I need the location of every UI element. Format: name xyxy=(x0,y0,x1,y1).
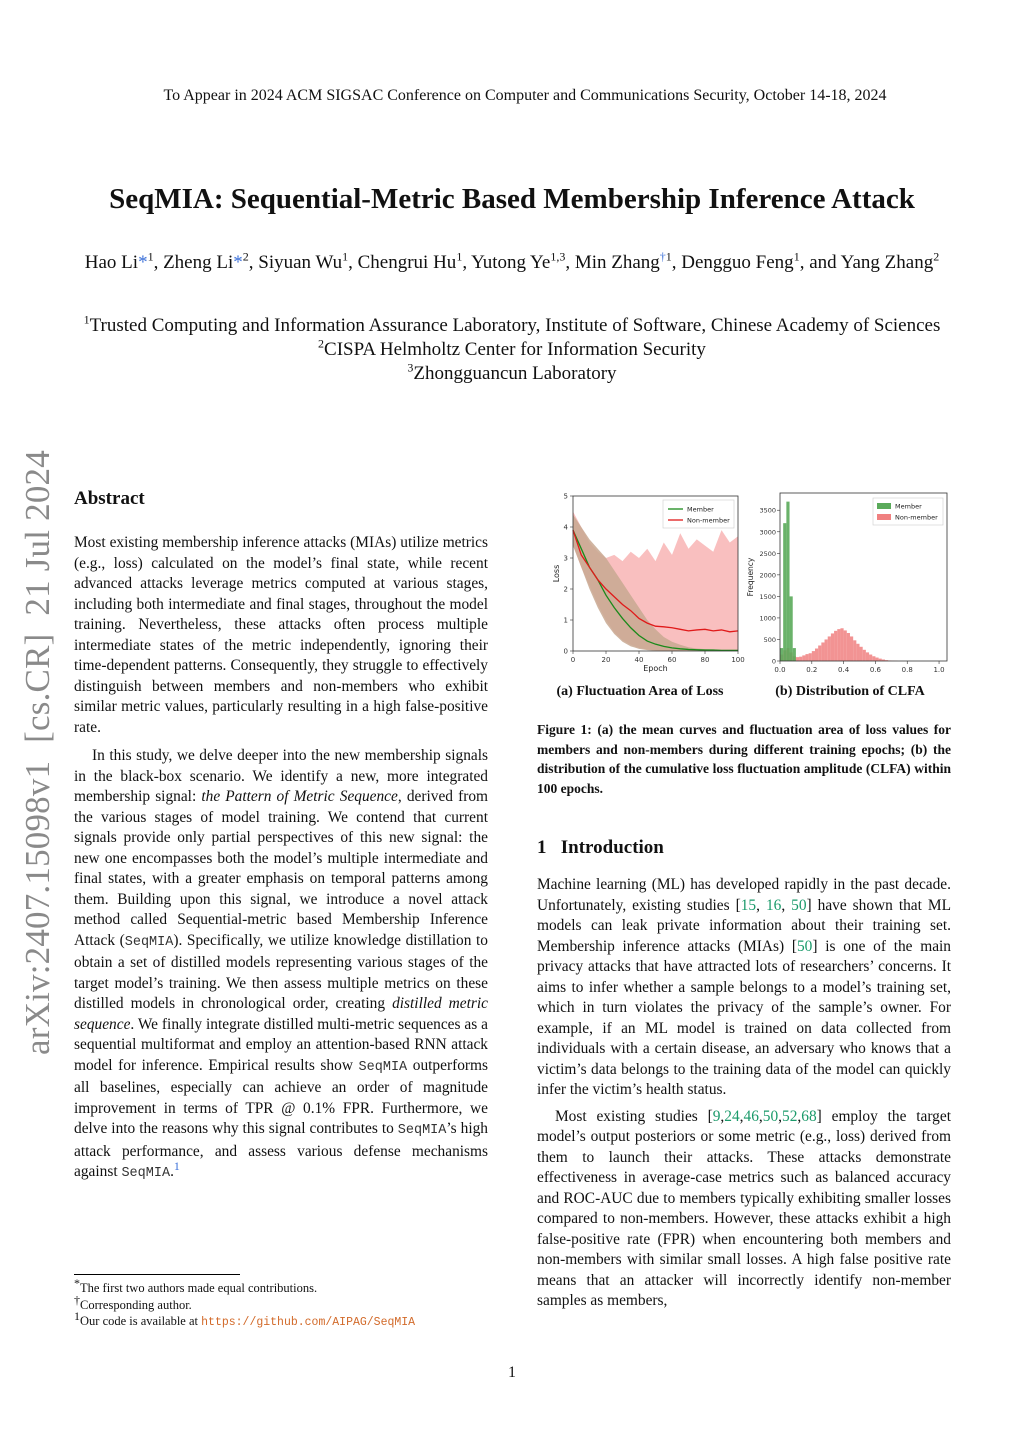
nonmember-bar xyxy=(875,658,878,661)
x-tick-label: 20 xyxy=(601,656,611,664)
clfa-chart xyxy=(745,488,950,673)
x-axis-label: Epoch xyxy=(643,664,668,673)
nonmember-bar xyxy=(863,650,866,661)
x-tick-label: 80 xyxy=(700,656,710,664)
author: Zheng Li xyxy=(163,252,234,273)
y-tick-label: 500 xyxy=(763,635,776,644)
author: Yang Zhang xyxy=(840,252,934,273)
intro-paragraph: Most existing studies [9,24,46,50,52,68] employ the target model’s output posteriors or some metric (e.g., loss) derived from them to launch their attacks. These attacks demonstrate effectiveness in average-case metrics such as balanced accuracy and ROC-AUC due to members typically exhibiting smaller losses compared to non-members. However, these attacks exhibit a high false-positive rate (FPR) when encountering both members and non-members with similar small losses. A high false positive rate means that an attacker will incorrectly identify non-member samples as members, xyxy=(537,1107,951,1309)
y-tick-label: 3000 xyxy=(759,528,776,537)
citation[interactable]: 16 xyxy=(765,896,782,914)
nonmember-bar xyxy=(872,656,875,661)
author: Min Zhang xyxy=(574,252,660,273)
citation[interactable]: 50 xyxy=(796,937,813,955)
introduction-body xyxy=(537,875,951,1312)
citation[interactable]: 52 xyxy=(782,1107,798,1125)
legend-label-nonmember: Non-member xyxy=(895,513,938,522)
figure-caption: Figure 1: (a) the mean curves and fluctuation area of loss values for members and non-members during different training epochs; (b) the distribution of the cumulative loss fluctuation amplitude (CLFA) within 100 epochs. xyxy=(537,722,951,796)
citation[interactable]: 24 xyxy=(724,1107,740,1125)
y-tick-label: 3500 xyxy=(759,506,776,515)
nonmember-bar xyxy=(828,636,831,661)
abstract-paragraph: In this study, we delve deeper into the new membership signals in the black-box scenario. We identify a new, more integrated membership signal: the Pattern of Metric Sequence, derived from the various stages of model training. We contend that current signals provide only partial perspectives of this new signal: the new one encompasses both the model’s multiple intermediate and final states, with a greater emphasis on temporal patterns among them. Building upon this signal, we introduce a novel attack method called Sequential-metric based Membership Inference Attack (SeqMIA). Specifically, we utilize knowledge distillation to obtain a set of distilled models representing various stages of the target model’s training. We then assess multiple metrics on these distilled models in chronological order, creating distilled metric sequence. We finally integrate distilled multi-metric sequences as a sequential multiformat and employ an attention-based RNN attack model for inference. Empirical results show SeqMIA outperforms all baselines, especially can achieve an order of magnitude improvement in terms of TPR @ 0.1% FPR. Furthermore, we delve into the reasons why this signal contributes to SeqMIA’s high attack performance, and assess various defense mechanisms against SeqMIA.$^1$ xyxy=(74,747,488,1181)
x-tick-label: 0.2 xyxy=(806,666,818,673)
member-bar xyxy=(790,596,793,661)
y-axis-label: Loss xyxy=(552,564,561,583)
affiliation: $^1$Trusted Computing and Information Assurance Laboratory, Institute of Software, Chinese Academy of Sciences xyxy=(83,312,941,336)
intro-paragraph: Machine learning (ML) has developed rapidly in the past decade. Unfortunately, existing studies [15, 16, 50] have shown that ML models can leak private information about their training set. Membership inference attacks (MIAs) [50] is one of the main privacy attacks that have attracted lots of researchers’ concerns. It aims to infer whether a sample belongs to a model’s training set, which in turn violates the privacy of the sample’s owner. For example, if an ML model is trained on data collected from individuals with a certain disease, an adversary who knows that a victim’s data belongs to the training data of the model can quickly infer the victim’s health status. xyxy=(537,876,951,1098)
citation[interactable]: 68 xyxy=(801,1107,817,1125)
nonmember-bar xyxy=(809,653,812,661)
code-link[interactable]: https://github.com/AIPAG/SeqMIA xyxy=(201,1316,416,1329)
nonmember-bar xyxy=(834,631,837,661)
arxiv-stamp: arXiv:2407.15098v1 [cs.CR] 21 Jul 2024 xyxy=(18,450,57,1055)
x-tick-label: 0.0 xyxy=(774,666,786,673)
legend-swatch-nonmember xyxy=(877,514,891,520)
paper-title: SeqMIA: Sequential-Metric Based Membership Inference Attack xyxy=(109,183,915,215)
x-tick-label: 100 xyxy=(731,656,745,664)
y-tick-label: 2 xyxy=(563,585,568,594)
footnote-rule xyxy=(74,1274,240,1275)
member-bar xyxy=(786,502,789,661)
author: Yutong Ye xyxy=(471,252,551,273)
y-tick-label: 2000 xyxy=(759,571,776,580)
venue-line: To Appear in 2024 ACM SIGSAC Conference on Computer and Communications Security, October 14-18, 2024 xyxy=(163,87,887,104)
x-tick-label: 1.0 xyxy=(933,666,945,673)
member-bar xyxy=(793,648,796,661)
x-tick-label: 0.4 xyxy=(838,666,850,673)
y-tick-label: 1500 xyxy=(759,592,776,601)
nonmember-bar xyxy=(866,652,869,661)
nonmember-bar xyxy=(818,645,821,661)
y-tick-label: 1 xyxy=(563,616,568,625)
author: Hao Li xyxy=(84,252,139,273)
citation[interactable]: 50 xyxy=(762,1107,779,1125)
legend-label-member: Member xyxy=(895,502,922,511)
nonmember-bar xyxy=(844,630,847,661)
y-tick-label: 4 xyxy=(563,523,568,532)
author-list: Hao Li*$^1$, Zheng Li*$^2$, Siyuan Wu$^1$, Chengrui Hu$^1$, Yutong Ye$^{1,3}$, Min Zhang$^{\dagger 1}$, Dengguo Feng$^1$, and Yang Zhang$^2$ xyxy=(84,249,940,273)
nonmember-bar xyxy=(840,628,843,661)
legend-label-member: Member xyxy=(687,505,714,514)
nonmember-bar xyxy=(831,633,834,661)
footnote: *The first two authors made equal contributions. xyxy=(74,1275,318,1295)
abstract-paragraph: Most existing membership inference attacks (MIAs) utilize metrics (e.g., loss) calculated on the model’s final state, while recent advanced attacks leverage metrics computed at various stages, including both intermediate and final stages, throughout the model training. Nevertheless, these attacks often process multiple intermediate states of the metric independently, ignoring their time-dependent patterns. Consequently, they struggle to effectively distinguish between members and non-members who exhibit similar metric values, particularly resulting in a high false-positive rate. xyxy=(74,534,488,736)
nonmember-bar xyxy=(856,644,859,661)
y-tick-label: 1000 xyxy=(759,614,776,623)
author: Chengrui Hu xyxy=(357,252,457,273)
nonmember-bar xyxy=(825,639,828,661)
nonmember-bar xyxy=(837,629,840,661)
nonmember-bar xyxy=(802,655,805,661)
footnote: $^1$Our code is available at https://github.com/AIPAG/SeqMIA xyxy=(74,1308,416,1329)
y-tick-label: 0 xyxy=(771,657,776,666)
citation[interactable]: 15 xyxy=(740,896,757,914)
citation[interactable]: 9 xyxy=(712,1107,721,1125)
citation[interactable]: 46 xyxy=(743,1107,759,1125)
x-tick-label: 0 xyxy=(570,656,576,664)
nonmember-bar xyxy=(805,654,808,661)
loss-chart xyxy=(540,488,745,673)
x-tick-label: 0.6 xyxy=(869,666,881,673)
abstract-heading: Abstract xyxy=(74,488,145,509)
x-tick-label: 0.8 xyxy=(901,666,913,673)
nonmember-bar xyxy=(799,657,802,661)
legend-label-nonmember: Non-member xyxy=(687,516,730,525)
nonmember-bar xyxy=(847,633,850,661)
y-axis-label: Frequency xyxy=(746,557,755,597)
y-tick-label: 5 xyxy=(563,492,568,501)
member-bar xyxy=(780,648,783,661)
nonmember-bar xyxy=(821,642,824,661)
footnote-ref[interactable]: 1 xyxy=(173,1158,180,1173)
footnotes xyxy=(74,1275,494,1332)
x-tick-label: 60 xyxy=(667,656,677,664)
nonmember-bar xyxy=(815,649,818,661)
author: Siyuan Wu xyxy=(258,252,343,273)
abstract-body xyxy=(74,533,488,1185)
nonmember-bar xyxy=(853,640,856,661)
nonmember-bar xyxy=(869,655,872,661)
nonmember-bar xyxy=(860,647,863,661)
x-tick-label: 40 xyxy=(634,656,644,664)
legend-swatch-member xyxy=(877,503,891,509)
affiliation: $^2$CISPA Helmholtz Center for Information Security xyxy=(318,336,706,360)
affiliation: $^3$Zhongguancun Laboratory xyxy=(407,360,617,384)
y-tick-label: 2500 xyxy=(759,549,776,558)
footnote: †Corresponding author. xyxy=(74,1292,192,1312)
page-number: 1 xyxy=(508,1364,516,1381)
y-tick-label: 3 xyxy=(563,554,568,563)
nonmember-bar xyxy=(812,651,815,661)
nonmember-bar xyxy=(796,657,799,661)
citation[interactable]: 50 xyxy=(791,896,807,914)
author: Dengguo Feng xyxy=(681,252,794,273)
subfigure-caption-b: (b) Distribution of CLFA xyxy=(775,684,925,699)
y-tick-label: 0 xyxy=(563,647,568,656)
subfigure-caption-a: (a) Fluctuation Area of Loss xyxy=(556,684,724,699)
affiliations xyxy=(60,314,964,386)
nonmember-bar xyxy=(850,636,853,661)
section-heading: 1 Introduction xyxy=(537,837,664,858)
member-bar xyxy=(783,523,786,661)
